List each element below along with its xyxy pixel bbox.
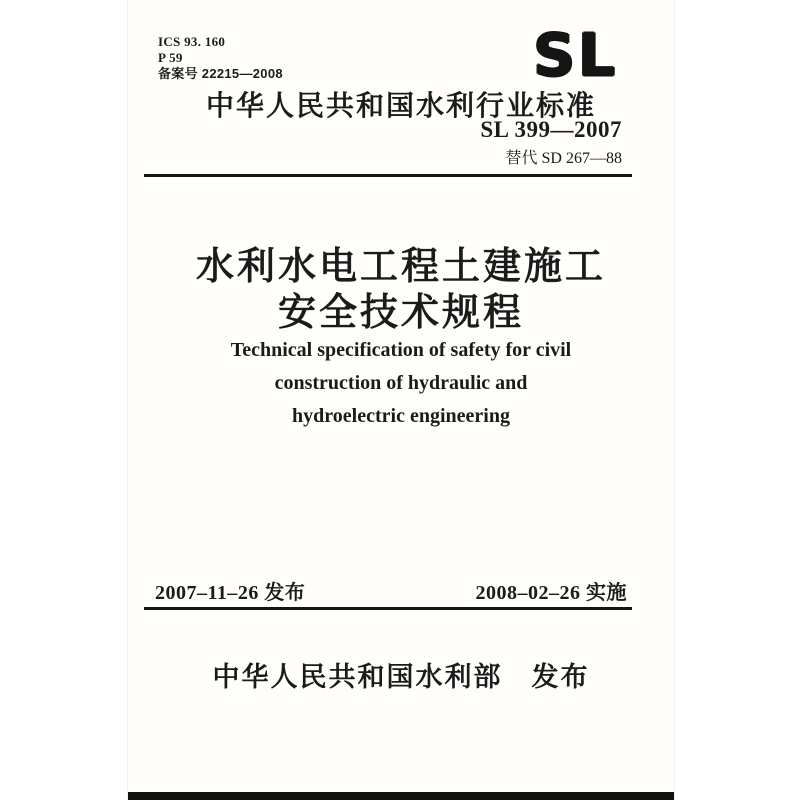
standard-body-title: 中华人民共和国水利行业标准	[205, 90, 596, 121]
ics-code: ICS 93. 160	[158, 34, 226, 49]
publisher-line: 中华人民共和国水利部 发布	[212, 662, 590, 692]
english-title-line1: Technical specification of safety for civil	[230, 339, 572, 361]
english-title-line3: hydroelectric engineering	[292, 405, 510, 427]
class-code: P 59	[158, 50, 183, 65]
standard-number: SL 399—2007	[480, 117, 622, 142]
issue-date: 2007–11–26 发布	[155, 582, 306, 604]
top-rule-divider	[144, 174, 632, 177]
bottom-rule-divider	[144, 607, 632, 610]
chinese-title	[128, 244, 674, 336]
replaces-note: 替代 SD 267—88	[505, 150, 622, 167]
record-number: 备案号 22215—2008	[158, 66, 283, 81]
cover-card	[127, 0, 675, 800]
english-title-line2: construction of hydraulic and	[274, 372, 528, 394]
dates-row	[155, 576, 627, 605]
sl-logo: SL	[533, 20, 618, 90]
effective-date: 2008–02–26 实施	[475, 582, 627, 604]
chinese-title-line1: 水利水电工程土建施工	[195, 246, 606, 288]
bottom-black-bar	[128, 792, 674, 800]
chinese-title-line2: 安全技术规程	[277, 292, 524, 334]
english-title	[128, 334, 674, 433]
classification-block	[158, 34, 283, 82]
